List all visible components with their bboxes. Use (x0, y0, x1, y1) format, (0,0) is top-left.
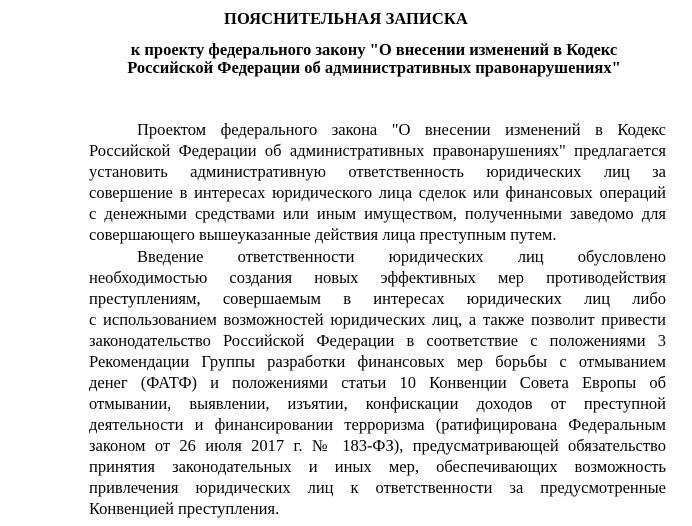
paragraph-1-line: совершающего вышеуказанные действия лица преступным путем. (89, 225, 557, 244)
document-subtitle-line-1: к проекту федерального закону "О внесении изменений в Кодекс (130, 40, 618, 59)
paragraph-2-line: с использованием возможностей юридических лиц, а также позволит привести (89, 310, 666, 329)
document-title: ПОЯСНИТЕЛЬНАЯ ЗАПИСКА (224, 9, 468, 28)
paragraph-2-line: преступлениям, совершаемым в интересах юридических лиц либо (89, 289, 666, 308)
paragraph-1-line: установить административную ответственность юридических лиц за (89, 162, 666, 181)
paragraph-1-line: Проектом федерального закона "О внесении изменений в Кодекс (137, 120, 666, 139)
paragraph-2-line: Конвенцией преступления. (89, 499, 280, 518)
document-subtitle-line-2: Российской Федерации об административных правонарушениях" (127, 58, 621, 77)
paragraph-2-line: Рекомендации Группы разработки финансовых мер борьбы с отмыванием (89, 352, 666, 371)
paragraph-1-line: Российской Федерации об административных правонарушениях" предлагается (89, 141, 666, 160)
paragraph-2-line: принятия законодательных и иных мер, обеспечивающих возможность (89, 457, 666, 476)
paragraph-2-line: деятельности и финансировании терроризма (ратифицирована Федеральным (89, 415, 666, 434)
paragraph-2-line: денег (ФАТФ) и положениями статьи 10 Конвенции Совета Европы об (89, 373, 666, 392)
paragraph-2-line: Введение ответственности юридических лиц обусловлено (137, 247, 666, 266)
paragraph-2-line: законом от 26 июля 2017 г. № 183-ФЗ), предусматривающей обязательство (89, 436, 666, 455)
paragraph-1-line: с денежными средствами или иным имуществом, полученными заведомо для (89, 204, 666, 223)
paragraph-2-line: законодательство Российской Федерации в соответствие с положениями 3 (89, 331, 666, 350)
paragraph-1-line: совершение в интересах юридического лица сделок или финансовых операций (89, 183, 666, 202)
paragraph-2-line: привлечения юридических лиц к ответственности за предусмотренные (89, 478, 666, 497)
paragraph-2-line: необходимостью создания новых эффективных мер противодействия (89, 268, 666, 287)
paragraph-2-line: отмывании, выявлении, изъятии, конфискации доходов от преступной (89, 394, 666, 413)
